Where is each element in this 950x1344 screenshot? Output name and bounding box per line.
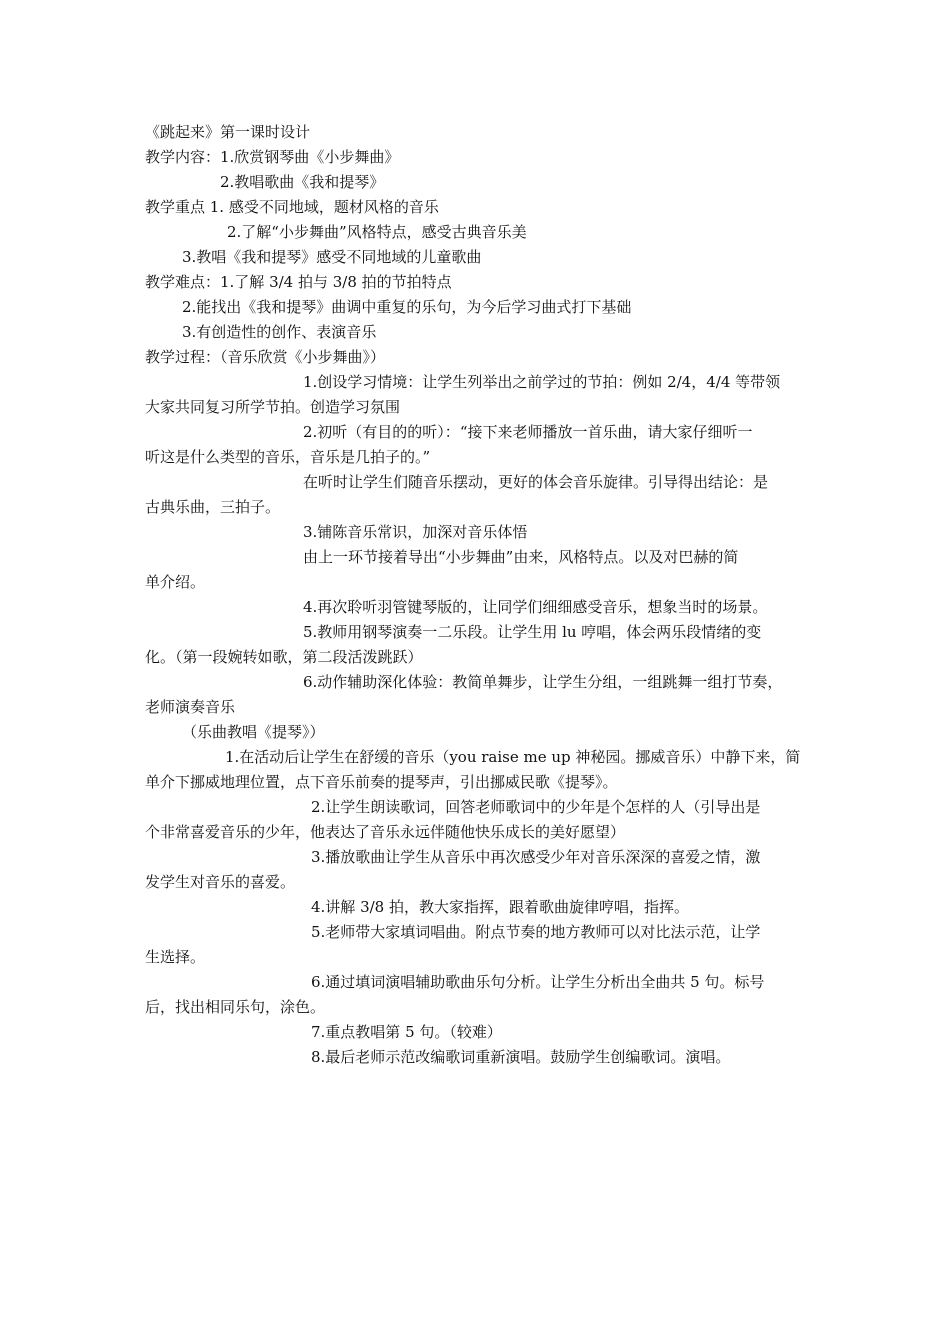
document-page [145, 120, 811, 1070]
step-a5-line-1: 5.教师用钢琴演奏一二乐段。让学生用 lu 哼唱，体会两乐段情绪的变 [303, 623, 762, 641]
step-b2-line-2: 个非常喜爱音乐的少年，他表达了音乐永远伴随他快乐成长的美好愿望） [145, 823, 626, 841]
teaching-focus-line-2: 2.了解“小步舞曲”风格特点，感受古典音乐美 [227, 223, 527, 241]
step-a5-line-2: 化。（第一段婉转如歌，第二段活泼跳跃） [145, 648, 423, 666]
step-a3b-line-1: 由上一环节接着导出“小步舞曲”由来，风格特点。以及对巴赫的简 [303, 548, 739, 566]
step-a3b-line-2: 单介绍。 [145, 573, 206, 591]
step-b3-line-2: 发学生对音乐的喜爱。 [145, 873, 296, 891]
step-b3-line-1: 3.播放歌曲让学生从音乐中再次感受少年对音乐深深的喜爱之情，激 [311, 848, 761, 866]
step-b6-line-1: 6.通过填词演唱辅助歌曲乐句分析。让学生分析出全曲共 5 句。标号 [311, 973, 765, 991]
teaching-focus-line-1: 教学重点 1. 感受不同地域，题材风格的音乐 [145, 198, 439, 216]
step-b5-line-1: 5.老师带大家填词唱曲。附点节奏的地方教师可以对比法示范，让学 [311, 923, 761, 941]
teaching-difficulty-line-2: 2.能找出《我和提琴》曲调中重复的乐句，为今后学习曲式打下基础 [182, 298, 632, 316]
step-a2b-line-2: 古典乐曲，三拍子。 [145, 498, 281, 516]
step-a6-line-1: 6.动作辅助深化体验：教简单舞步，让学生分组，一组跳舞一组打节奏， [303, 673, 783, 691]
teaching-content-line-1: 教学内容：1.欣赏钢琴曲《小步舞曲》 [145, 148, 400, 166]
step-b1-line-2: 单介下挪威地理位置，点下音乐前奏的提琴声，引出挪威民歌《提琴》。 [145, 773, 618, 791]
step-a3: 3.铺陈音乐常识，加深对音乐体悟 [303, 523, 528, 541]
step-b5-line-2: 生选择。 [145, 948, 206, 966]
song-teaching-heading: （乐曲教唱《提琴》） [182, 723, 325, 741]
document-title: 《跳起来》第一课时设计 [145, 123, 311, 141]
step-b1-line-1: 1.在活动后让学生在舒缓的音乐（you raise me up 神秘园。挪威音乐）中静下来，简 [225, 748, 801, 766]
step-b7: 7.重点教唱第 5 句。（较难） [311, 1023, 502, 1041]
step-b4: 4.讲解 3/8 拍，教大家指挥，跟着歌曲旋律哼唱，指挥。 [311, 898, 689, 916]
step-b6-line-2: 后，找出相同乐句，涂色。 [145, 998, 326, 1016]
step-b2-line-1: 2.让学生朗读歌词，回答老师歌词中的少年是个怎样的人（引导出是 [311, 798, 761, 816]
teaching-content-line-2: 2.教唱歌曲《我和提琴》 [220, 173, 385, 191]
teaching-difficulty-line-3: 3.有创造性的创作、表演音乐 [182, 323, 377, 341]
step-a2-line-1: 2.初听（有目的的听）：“接下来老师播放一首乐曲，请大家仔细听一 [303, 423, 753, 441]
teaching-focus-line-3: 3.教唱《我和提琴》感受不同地域的儿童歌曲 [182, 248, 482, 266]
teaching-process-heading: 教学过程：（音乐欣赏《小步舞曲》） [145, 348, 386, 366]
step-a1-line-1: 1.创设学习情境：让学生列举出之前学过的节拍：例如 2/4，4/4 等带领 [303, 373, 781, 391]
step-a1-line-2: 大家共同复习所学节拍。创造学习氛围 [145, 398, 401, 416]
step-b8: 8.最后老师示范改编歌词重新演唱。鼓励学生创编歌词。演唱。 [311, 1048, 731, 1066]
teaching-difficulty-line-1: 教学难点：1.了解 3/4 拍与 3/8 拍的节拍特点 [145, 273, 452, 291]
step-a6-line-2: 老师演奏音乐 [145, 698, 236, 716]
step-a4: 4.再次聆听羽管键琴版的，让同学们细细感受音乐，想象当时的场景。 [303, 598, 768, 616]
step-a2b-line-1: 在听时让学生们随音乐摆动，更好的体会音乐旋律。引导得出结论：是 [303, 473, 769, 491]
step-a2-line-2: 听这是什么类型的音乐，音乐是几拍子的。” [145, 448, 431, 466]
